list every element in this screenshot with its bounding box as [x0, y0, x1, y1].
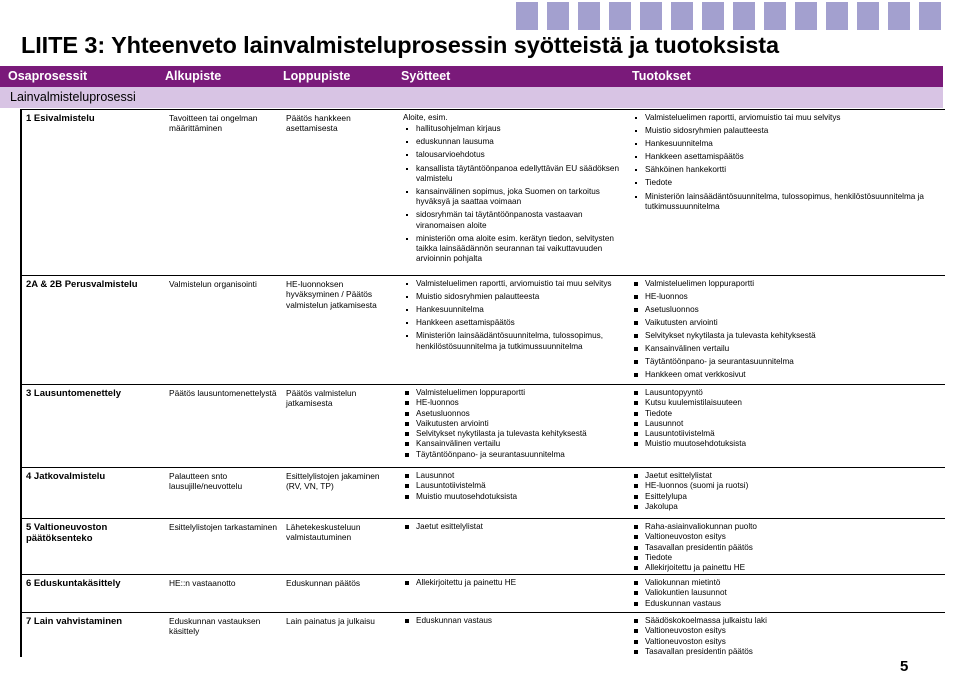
inputs-list [403, 388, 624, 460]
end-point: Eduskunnan päätös [286, 578, 361, 588]
header-tuotokset: Tuotokset [632, 69, 691, 83]
table-row [22, 518, 945, 575]
table-row [22, 612, 945, 658]
inputs-cell [399, 276, 628, 386]
list-item: Hankkeen asettamispäätös [632, 152, 941, 162]
decor-square [826, 2, 848, 30]
list-item: Tiedote [632, 553, 941, 563]
outputs-cell [628, 613, 945, 658]
end-point: Päätös valmistelun jatkamisesta [286, 388, 357, 409]
list-item: Muistio sidosryhmien palautteesta [632, 126, 941, 136]
end-point: Päätös hankkeen asettamisesta [286, 113, 351, 134]
list-item: Jakolupa [632, 502, 941, 512]
table-row [22, 384, 945, 469]
decor-square [795, 2, 817, 30]
list-item: Selvitykset nykytilasta ja tulevasta kehityksestä [403, 429, 624, 439]
table-row [22, 109, 945, 267]
list-item: hallitusohjelman kirjaus [403, 124, 624, 134]
list-item: Hankesuunnitelma [632, 139, 941, 149]
list-item: Hankkeen omat verkkosivut [632, 370, 941, 380]
list-item: Jaetut esittelylistat [403, 522, 624, 532]
inputs-list [403, 124, 624, 264]
list-item: Täytäntöönpano- ja seurantasuunnitelma [632, 357, 941, 367]
decor-square [888, 2, 910, 30]
list-item: Valmisteluelimen raportti, arviomuistio tai muu selvitys [632, 113, 941, 123]
list-item: kansainvälinen sopimus, joka Suomen on tarkoitus hyväksyä ja saattaa voimaan [403, 187, 624, 208]
start-point: HE::n vastaanotto [169, 578, 236, 588]
list-item: Allekirjoitettu ja painettu HE [632, 563, 941, 573]
outputs-list [632, 388, 941, 450]
table-row [22, 574, 945, 615]
phase-name: 6 Eduskuntakäsittely [26, 578, 121, 589]
list-item: ministeriön oma aloite esim. kerätyn tiedon, selvitysten taikka lainsäädännön seurannan tai vaikuttavuuden arvioinnin pohjalta [403, 234, 624, 265]
list-item: Esittelylupa [632, 492, 941, 502]
decor-square [516, 2, 538, 30]
end-point: HE-luonnoksen hyväksyminen / Päätös valmistelun jatkamisesta [286, 279, 377, 310]
list-item: Ministeriön lainsäädäntösuunnitelma, tulossopimus, henkilöstösuunnitelma ja tutkimussuunnitelma [403, 331, 624, 352]
list-item: Eduskunnan vastaus [403, 616, 624, 626]
inputs-cell [399, 385, 628, 469]
list-item: Tasavallan presidentin päätös [632, 647, 941, 657]
list-item: Asetusluonnos [632, 305, 941, 315]
decor-square [609, 2, 631, 30]
decor-square [547, 2, 569, 30]
phase-name: 7 Lain vahvistaminen [26, 616, 123, 627]
list-item: Valiokunnan mietintö [632, 578, 941, 588]
list-item: Vaikutusten arviointi [632, 318, 941, 328]
table-row [22, 467, 945, 525]
list-item: Muistio muutosehdotuksista [632, 439, 941, 449]
phase-name: 1 Esivalmistelu [26, 113, 95, 124]
list-item: Täytäntöönpano- ja seurantasuunnitelma [403, 450, 624, 460]
inputs-cell [399, 575, 628, 615]
outputs-list [632, 279, 941, 380]
outputs-list [632, 616, 941, 657]
list-item: Kansainvälinen vertailu [632, 344, 941, 354]
list-item: Eduskunnan vastaus [632, 599, 941, 609]
list-item: Valtioneuvoston esitys [632, 637, 941, 647]
phase-name: 5 Valtioneuvoston päätöksenteko [26, 522, 108, 544]
outputs-cell [628, 385, 945, 469]
outputs-list [632, 578, 941, 609]
list-item: Valtioneuvoston esitys [632, 626, 941, 636]
list-item: Tasavallan presidentin päätös [632, 543, 941, 553]
phase-name: 3 Lausuntomenettely [26, 388, 122, 399]
list-item: Muistio sidosryhmien palautteesta [403, 292, 624, 302]
table-header [0, 66, 943, 87]
list-item: HE-luonnos [632, 292, 941, 302]
inputs-list [403, 522, 624, 532]
list-item: Ministeriön lainsäädäntösuunnitelma, tulossopimus, henkilöstösuunnitelma ja tutkimussuunnitelma [632, 192, 941, 213]
list-item: Lausunnot [632, 419, 941, 429]
start-point: Esittelylistojen tarkastaminen [169, 522, 277, 532]
decor-square [671, 2, 693, 30]
header-syotteet: Syötteet [401, 69, 451, 83]
list-item: Hankesuunnitelma [403, 305, 624, 315]
start-point: Tavoitteen tai ongelman määrittäminen [169, 113, 258, 134]
phase-name: 4 Jatkovalmistelu [26, 471, 106, 482]
table-row [22, 275, 945, 386]
list-item: Valmisteluelimen loppuraportti [632, 279, 941, 289]
list-item: Asetusluonnos [403, 409, 624, 419]
process-subheader [0, 87, 943, 108]
list-item: Jaetut esittelylistat [632, 471, 941, 481]
inputs-cell [399, 613, 628, 658]
end-point: Lain painatus ja julkaisu [286, 616, 375, 626]
list-item: Allekirjoitettu ja painettu HE [403, 578, 624, 588]
outputs-cell [628, 575, 945, 615]
decor-square [640, 2, 662, 30]
list-item: Lausunnot [403, 471, 624, 481]
outputs-list [632, 113, 941, 212]
list-item: Valtioneuvoston esitys [632, 532, 941, 542]
decor-square [764, 2, 786, 30]
decor-square [702, 2, 724, 30]
list-item: sidosryhmän tai täytäntöönpanosta vastaavan viranomaisen aloite [403, 210, 624, 231]
inputs-list [403, 471, 624, 502]
list-item: Sähköinen hankekortti [632, 165, 941, 175]
inputs-cell [399, 519, 628, 575]
list-item: Lausuntopyyntö [632, 388, 941, 398]
inputs-list [403, 578, 624, 588]
decor-square [733, 2, 755, 30]
page-title: LIITE 3: Yhteenveto lainvalmisteluprosessin syötteistä ja tuotoksista [21, 32, 779, 58]
outputs-list [632, 522, 941, 573]
list-item: Selvitykset nykytilasta ja tulevasta kehityksestä [632, 331, 941, 341]
list-item: Kansainvälinen vertailu [403, 439, 624, 449]
inputs-list [403, 279, 624, 352]
decor-square [578, 2, 600, 30]
list-item: Valmisteluelimen raportti, arviomuistio tai muu selvitys [403, 279, 624, 289]
decor-square [857, 2, 879, 30]
inputs-cell [399, 468, 628, 525]
list-item: kansallista täytäntöönpanoa edellyttävän EU säädöksen valmistelu [403, 164, 624, 185]
list-item: Tiedote [632, 178, 941, 188]
list-item: Tiedote [632, 409, 941, 419]
inputs-cell [399, 110, 628, 267]
end-point: Esittelylistojen jakaminen (RV, VN, TP) [286, 471, 380, 492]
process-table [20, 109, 945, 657]
phase-name: 2A & 2B Perusvalmistelu [26, 279, 138, 290]
outputs-cell [628, 276, 945, 386]
start-point: Valmistelun organisointi [169, 279, 257, 289]
list-item: eduskunnan lausuma [403, 137, 624, 147]
start-point: Päätös lausuntomenettelystä [169, 388, 277, 398]
list-item: Muistio muutosehdotuksista [403, 492, 624, 502]
outputs-cell [628, 519, 945, 575]
list-item: Valiokuntien lausunnot [632, 588, 941, 598]
list-item: HE-luonnos (suomi ja ruotsi) [632, 481, 941, 491]
start-point: Eduskunnan vastauksen käsittely [169, 616, 261, 637]
list-item: Vaikutusten arviointi [403, 419, 624, 429]
list-item: Säädöskokoelmassa julkaistu laki [632, 616, 941, 626]
outputs-cell [628, 110, 945, 267]
decor-square [919, 2, 941, 30]
header-osaprosessit: Osaprosessit [8, 69, 88, 83]
inputs-list [403, 616, 624, 626]
header-alkupiste: Alkupiste [165, 69, 222, 83]
inputs-intro: Aloite, esim. [403, 113, 448, 122]
list-item: Hankkeen asettamispäätös [403, 318, 624, 328]
list-item: HE-luonnos [403, 398, 624, 408]
list-item: talousarvioehdotus [403, 150, 624, 160]
list-item: Raha-asiainvaliokunnan puolto [632, 522, 941, 532]
list-item: Kutsu kuulemistilaisuuteen [632, 398, 941, 408]
list-item: Valmisteluelimen loppuraportti [403, 388, 624, 398]
header-loppupiste: Loppupiste [283, 69, 351, 83]
outputs-list [632, 471, 941, 512]
list-item: Lausuntotiivistelmä [403, 481, 624, 491]
end-point: Lähetekeskusteluun valmistautuminen [286, 522, 361, 543]
start-point: Palautteen snto lausujille/neuvottelu [169, 471, 243, 492]
subheader-label: Lainvalmisteluprosessi [10, 90, 136, 104]
page-number: 5 [900, 658, 909, 675]
outputs-cell [628, 468, 945, 525]
list-item: Lausuntotiivistelmä [632, 429, 941, 439]
